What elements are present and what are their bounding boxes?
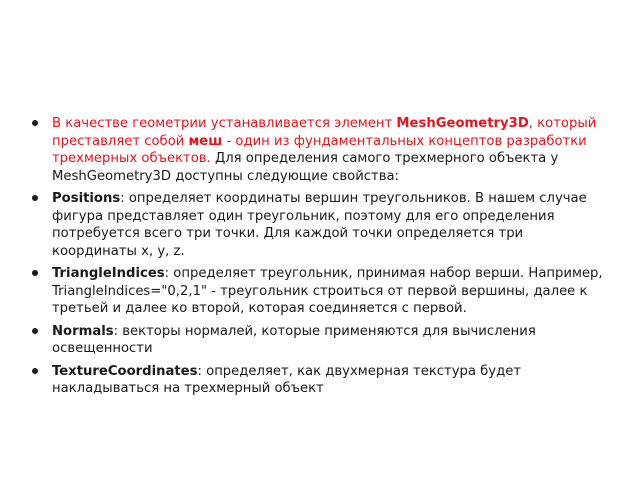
- bullet-dot-icon: [32, 328, 38, 334]
- bullet-dot-icon: [32, 270, 38, 276]
- texturecoordinates-term: TextureCoordinates: [52, 363, 198, 379]
- texturecoordinates-description: : определяет, как двухмерная текстура будет накладываться на трехмерный объект: [52, 363, 522, 396]
- triangleindices-term: TriangleIndices: [52, 266, 165, 281]
- positions-description: : определяет координаты вершин треугольников. В нашем случае фигура представляет один треугольник, поэтому для его определения потребуется всего три точки. Для каждой точки определяется три координаты x, y, z.: [52, 191, 587, 259]
- list-item: [30, 265, 610, 318]
- mesh-term: меш: [188, 133, 223, 149]
- slide-body: [30, 115, 610, 403]
- list-item: [30, 363, 610, 398]
- positions-term: Positions: [52, 191, 121, 206]
- normals-description: : векторы нормалей, которые применяются для вычисления освещенности: [52, 323, 536, 356]
- list-item: [30, 190, 610, 260]
- meshgeometry3d-term: MeshGeometry3D: [396, 116, 529, 131]
- intro-text: В качестве геометрии устанавливается элемент: [52, 116, 397, 131]
- intro-text-tail: - один из фундаментальных концептов разработки трехмерных объектов.: [52, 133, 587, 166]
- list-item: [30, 115, 610, 185]
- triangleindices-description: : определяет треугольник, принимая набор верши. Например, TriangleIndices="0,2,1" - треугольник строиться от первой вершины, далее к третьей и далее ко второй, которая соединяется с первой.: [52, 266, 603, 316]
- intro-text-mid: , который преставляет собой: [52, 116, 597, 149]
- normals-term: Normals: [52, 323, 114, 339]
- bullet-dot-icon: [32, 368, 38, 374]
- intro-text-rest: Для определения самого трехмерного объекта у MeshGeometry3D доступны следующие свойства:: [52, 151, 559, 184]
- bullet-dot-icon: [32, 195, 38, 201]
- bullet-list: [30, 115, 610, 398]
- bullet-dot-icon: [32, 120, 38, 126]
- list-item: [30, 323, 610, 358]
